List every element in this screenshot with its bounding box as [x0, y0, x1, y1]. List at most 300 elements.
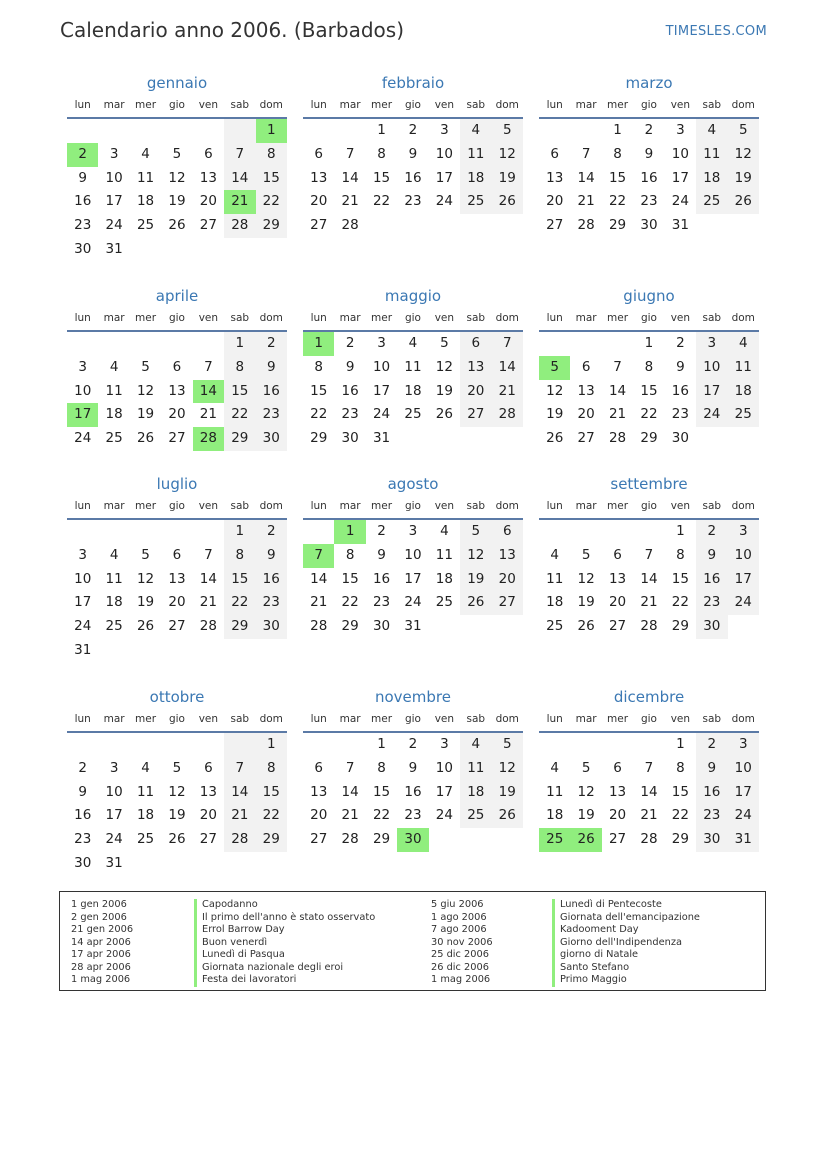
day-cell[interactable]: 15	[671, 570, 689, 587]
day-cell[interactable]: 4	[408, 335, 418, 351]
day-cell[interactable]: 2	[256, 520, 287, 544]
day-cell[interactable]: 19	[136, 594, 155, 611]
day-cell[interactable]: 26	[136, 430, 155, 447]
day-cell[interactable]: 17	[372, 382, 391, 399]
day-cell[interactable]: 10	[728, 544, 759, 568]
day-cell[interactable]: 25	[696, 190, 727, 214]
day-cell[interactable]: 1	[644, 335, 654, 351]
day-cell[interactable]: 15	[372, 783, 391, 800]
day-cell[interactable]: 28	[310, 618, 328, 635]
day-cell[interactable]: 19	[546, 406, 564, 423]
day-cell[interactable]: 11	[728, 356, 759, 380]
day-cell[interactable]: 17	[105, 193, 123, 210]
day-cell[interactable]: 23	[640, 193, 658, 210]
day-cell[interactable]: 13	[168, 570, 186, 587]
day-cell[interactable]: 27	[310, 831, 328, 848]
day-cell[interactable]: 17	[404, 570, 422, 587]
day-cell[interactable]: 9	[408, 759, 418, 776]
day-cell[interactable]: 21	[577, 193, 595, 210]
day-cell[interactable]: 21	[640, 594, 658, 611]
day-cell[interactable]: 21	[310, 594, 328, 611]
day-cell[interactable]: 5	[460, 520, 491, 544]
day-cell[interactable]: 27	[546, 217, 564, 234]
day-cell[interactable]: 5	[581, 546, 591, 563]
day-cell[interactable]: 6	[613, 759, 622, 776]
day-cell[interactable]: 16	[74, 807, 92, 824]
day-cell[interactable]: 3	[728, 520, 759, 544]
day-cell[interactable]: 15	[608, 169, 627, 186]
day-cell[interactable]: 26	[460, 591, 491, 615]
day-cell[interactable]: 23	[341, 406, 359, 423]
day-cell[interactable]: 16	[74, 193, 92, 210]
day-cell[interactable]: 23	[74, 831, 92, 848]
day-cell[interactable]: 27	[460, 403, 491, 427]
day-cell[interactable]: 10	[728, 757, 759, 781]
day-cell[interactable]: 26	[136, 618, 155, 635]
day-cell[interactable]: 16	[671, 382, 689, 399]
day-cell[interactable]: 22	[256, 804, 287, 828]
day-cell[interactable]: 6	[314, 759, 323, 776]
day-cell[interactable]: 10	[435, 759, 453, 776]
day-cell[interactable]: 12	[492, 143, 523, 167]
day-cell[interactable]: 19	[577, 594, 595, 611]
day-cell[interactable]: 31	[372, 430, 391, 447]
day-cell[interactable]: 18	[136, 193, 155, 210]
day-cell[interactable]: 14	[224, 781, 255, 805]
day-cell[interactable]: 15	[224, 380, 255, 404]
day-cell[interactable]: 28	[640, 831, 658, 848]
day-cell[interactable]: 18	[435, 570, 453, 587]
day-cell[interactable]: 24	[404, 594, 422, 611]
day-cell[interactable]: 28	[341, 831, 359, 848]
day-cell[interactable]: 23	[696, 804, 727, 828]
day-cell[interactable]: 26	[492, 804, 523, 828]
day-cell[interactable]: 3	[377, 335, 386, 351]
day-cell[interactable]: 8	[676, 546, 685, 563]
day-cell[interactable]: 13	[577, 382, 595, 399]
holiday-day-cell[interactable]: 21	[224, 190, 255, 214]
day-cell[interactable]: 4	[109, 358, 119, 375]
day-cell[interactable]: 26	[577, 618, 595, 635]
day-cell[interactable]: 22	[341, 594, 359, 611]
day-cell[interactable]: 8	[613, 145, 622, 162]
day-cell[interactable]: 27	[492, 591, 523, 615]
day-cell[interactable]: 28	[608, 430, 627, 447]
day-cell[interactable]: 7	[204, 358, 213, 375]
day-cell[interactable]: 28	[577, 217, 595, 234]
day-cell[interactable]: 28	[199, 618, 217, 635]
day-cell[interactable]: 6	[314, 145, 323, 162]
day-cell[interactable]: 8	[377, 145, 386, 162]
day-cell[interactable]: 4	[440, 523, 449, 539]
day-cell[interactable]: 27	[199, 217, 217, 234]
day-cell[interactable]: 30	[671, 430, 689, 447]
day-cell[interactable]: 8	[224, 356, 255, 380]
day-cell[interactable]: 5	[492, 119, 523, 143]
day-cell[interactable]: 17	[105, 807, 123, 824]
day-cell[interactable]: 4	[728, 332, 759, 356]
day-cell[interactable]: 1	[224, 520, 255, 544]
day-cell[interactable]: 31	[671, 217, 689, 234]
day-cell[interactable]: 17	[435, 783, 453, 800]
holiday-day-cell[interactable]: 28	[193, 427, 224, 451]
day-cell[interactable]: 4	[696, 119, 727, 143]
day-cell[interactable]: 10	[696, 356, 727, 380]
day-cell[interactable]: 29	[224, 615, 255, 639]
day-cell[interactable]: 20	[546, 193, 564, 210]
day-cell[interactable]: 27	[608, 831, 627, 848]
day-cell[interactable]: 21	[608, 406, 627, 423]
day-cell[interactable]: 3	[109, 759, 119, 776]
day-cell[interactable]: 9	[696, 544, 727, 568]
day-cell[interactable]: 20	[168, 594, 186, 611]
day-cell[interactable]: 22	[372, 807, 391, 824]
day-cell[interactable]: 11	[136, 169, 155, 186]
holiday-day-cell[interactable]: 2	[67, 143, 98, 167]
day-cell[interactable]: 31	[105, 854, 123, 871]
day-cell[interactable]: 1	[676, 523, 685, 539]
day-cell[interactable]: 10	[74, 382, 92, 399]
day-cell[interactable]: 25	[404, 406, 422, 423]
day-cell[interactable]: 23	[256, 591, 287, 615]
day-cell[interactable]: 9	[345, 358, 355, 375]
day-cell[interactable]: 22	[224, 591, 255, 615]
day-cell[interactable]: 24	[696, 403, 727, 427]
day-cell[interactable]: 13	[310, 169, 328, 186]
day-cell[interactable]: 18	[728, 380, 759, 404]
day-cell[interactable]: 13	[608, 783, 627, 800]
day-cell[interactable]: 3	[408, 523, 418, 539]
day-cell[interactable]: 2	[345, 335, 355, 351]
day-cell[interactable]: 23	[256, 403, 287, 427]
day-cell[interactable]: 2	[256, 332, 287, 356]
day-cell[interactable]: 4	[460, 733, 491, 757]
day-cell[interactable]: 12	[460, 544, 491, 568]
day-cell[interactable]: 12	[435, 358, 453, 375]
day-cell[interactable]: 12	[577, 570, 595, 587]
day-cell[interactable]: 24	[671, 193, 689, 210]
day-cell[interactable]: 8	[345, 546, 355, 563]
day-cell[interactable]: 22	[608, 193, 627, 210]
day-cell[interactable]: 3	[440, 736, 449, 752]
day-cell[interactable]: 23	[404, 807, 422, 824]
day-cell[interactable]: 18	[136, 807, 155, 824]
day-cell[interactable]: 18	[460, 781, 491, 805]
day-cell[interactable]: 19	[492, 781, 523, 805]
holiday-day-cell[interactable]: 25	[539, 828, 570, 852]
day-cell[interactable]: 30	[640, 217, 658, 234]
day-cell[interactable]: 27	[168, 430, 186, 447]
day-cell[interactable]: 18	[105, 406, 123, 423]
day-cell[interactable]: 3	[78, 546, 87, 563]
day-cell[interactable]: 31	[404, 618, 422, 635]
day-cell[interactable]: 3	[676, 122, 685, 138]
day-cell[interactable]: 7	[492, 332, 523, 356]
day-cell[interactable]: 20	[310, 193, 328, 210]
day-cell[interactable]: 13	[492, 544, 523, 568]
day-cell[interactable]: 21	[341, 193, 359, 210]
holiday-day-cell[interactable]: 5	[539, 356, 570, 380]
day-cell[interactable]: 28	[224, 214, 255, 238]
day-cell[interactable]: 9	[644, 145, 654, 162]
day-cell[interactable]: 31	[728, 828, 759, 852]
holiday-day-cell[interactable]: 1	[256, 119, 287, 143]
day-cell[interactable]: 10	[372, 358, 391, 375]
holiday-day-cell[interactable]: 14	[193, 380, 224, 404]
day-cell[interactable]: 6	[204, 145, 213, 162]
day-cell[interactable]: 16	[256, 380, 287, 404]
holiday-day-cell[interactable]: 7	[303, 544, 334, 568]
day-cell[interactable]: 26	[492, 190, 523, 214]
day-cell[interactable]: 8	[377, 759, 386, 776]
day-cell[interactable]: 23	[696, 591, 727, 615]
day-cell[interactable]: 20	[199, 193, 217, 210]
day-cell[interactable]: 9	[377, 546, 386, 563]
day-cell[interactable]: 6	[613, 546, 622, 563]
day-cell[interactable]: 18	[696, 167, 727, 191]
day-cell[interactable]: 11	[696, 143, 727, 167]
day-cell[interactable]: 25	[105, 430, 123, 447]
day-cell[interactable]: 1	[256, 733, 287, 757]
day-cell[interactable]: 21	[199, 406, 217, 423]
day-cell[interactable]: 19	[577, 807, 595, 824]
day-cell[interactable]: 12	[546, 382, 564, 399]
day-cell[interactable]: 5	[440, 335, 449, 351]
day-cell[interactable]: 15	[671, 783, 689, 800]
day-cell[interactable]: 15	[372, 169, 391, 186]
day-cell[interactable]: 15	[224, 568, 255, 592]
day-cell[interactable]: 8	[256, 757, 287, 781]
day-cell[interactable]: 28	[224, 828, 255, 852]
day-cell[interactable]: 11	[136, 783, 155, 800]
day-cell[interactable]: 5	[172, 759, 182, 776]
day-cell[interactable]: 9	[256, 544, 287, 568]
day-cell[interactable]: 13	[460, 356, 491, 380]
day-cell[interactable]: 24	[74, 430, 92, 447]
holiday-day-cell[interactable]: 17	[67, 403, 98, 427]
day-cell[interactable]: 30	[696, 615, 727, 639]
day-cell[interactable]: 14	[224, 167, 255, 191]
day-cell[interactable]: 15	[256, 167, 287, 191]
day-cell[interactable]: 16	[341, 382, 359, 399]
day-cell[interactable]: 29	[341, 618, 359, 635]
day-cell[interactable]: 6	[204, 759, 213, 776]
day-cell[interactable]: 13	[199, 783, 217, 800]
day-cell[interactable]: 21	[640, 807, 658, 824]
day-cell[interactable]: 21	[341, 807, 359, 824]
brand-link[interactable]: TIMESLES.COM	[665, 24, 767, 39]
day-cell[interactable]: 9	[78, 783, 87, 800]
day-cell[interactable]: 23	[372, 594, 391, 611]
day-cell[interactable]: 10	[435, 145, 453, 162]
day-cell[interactable]: 14	[640, 783, 658, 800]
day-cell[interactable]: 12	[136, 382, 155, 399]
day-cell[interactable]: 29	[640, 430, 658, 447]
day-cell[interactable]: 17	[435, 169, 453, 186]
day-cell[interactable]: 25	[460, 804, 491, 828]
day-cell[interactable]: 13	[608, 570, 627, 587]
day-cell[interactable]: 1	[224, 332, 255, 356]
day-cell[interactable]: 19	[168, 807, 186, 824]
day-cell[interactable]: 2	[676, 335, 685, 351]
day-cell[interactable]: 27	[577, 430, 595, 447]
day-cell[interactable]: 14	[492, 356, 523, 380]
day-cell[interactable]: 19	[136, 406, 155, 423]
holiday-day-cell[interactable]: 1	[334, 520, 365, 544]
day-cell[interactable]: 30	[341, 430, 359, 447]
day-cell[interactable]: 20	[608, 594, 627, 611]
day-cell[interactable]: 12	[136, 570, 155, 587]
day-cell[interactable]: 2	[644, 122, 654, 138]
day-cell[interactable]: 10	[105, 783, 123, 800]
day-cell[interactable]: 20	[310, 807, 328, 824]
day-cell[interactable]: 24	[435, 193, 453, 210]
day-cell[interactable]: 24	[74, 618, 92, 635]
day-cell[interactable]: 18	[460, 167, 491, 191]
day-cell[interactable]: 17	[74, 594, 92, 611]
day-cell[interactable]: 18	[546, 807, 564, 824]
day-cell[interactable]: 2	[377, 523, 386, 539]
day-cell[interactable]: 29	[671, 831, 689, 848]
day-cell[interactable]: 12	[168, 169, 186, 186]
day-cell[interactable]: 8	[256, 143, 287, 167]
day-cell[interactable]: 9	[696, 757, 727, 781]
day-cell[interactable]: 23	[404, 193, 422, 210]
day-cell[interactable]: 25	[546, 618, 564, 635]
day-cell[interactable]: 9	[676, 358, 685, 375]
day-cell[interactable]: 14	[341, 169, 359, 186]
day-cell[interactable]: 15	[256, 781, 287, 805]
day-cell[interactable]: 26	[728, 190, 759, 214]
day-cell[interactable]: 16	[404, 783, 422, 800]
day-cell[interactable]: 7	[581, 145, 591, 162]
day-cell[interactable]: 1	[377, 736, 386, 752]
day-cell[interactable]: 7	[345, 759, 355, 776]
day-cell[interactable]: 14	[341, 783, 359, 800]
day-cell[interactable]: 4	[460, 119, 491, 143]
day-cell[interactable]: 16	[696, 568, 727, 592]
day-cell[interactable]: 29	[256, 214, 287, 238]
day-cell[interactable]: 3	[78, 358, 87, 375]
day-cell[interactable]: 11	[435, 546, 453, 563]
day-cell[interactable]: 14	[310, 570, 328, 587]
day-cell[interactable]: 13	[199, 169, 217, 186]
day-cell[interactable]: 8	[314, 358, 323, 375]
day-cell[interactable]: 2	[408, 122, 418, 138]
day-cell[interactable]: 24	[728, 804, 759, 828]
day-cell[interactable]: 11	[546, 570, 564, 587]
day-cell[interactable]: 25	[136, 217, 155, 234]
day-cell[interactable]: 25	[435, 594, 453, 611]
day-cell[interactable]: 20	[577, 406, 595, 423]
day-cell[interactable]: 4	[141, 759, 150, 776]
day-cell[interactable]: 4	[550, 759, 559, 776]
day-cell[interactable]: 14	[640, 570, 658, 587]
day-cell[interactable]: 7	[224, 757, 255, 781]
day-cell[interactable]: 12	[577, 783, 595, 800]
day-cell[interactable]: 5	[141, 546, 150, 563]
day-cell[interactable]: 24	[105, 831, 123, 848]
day-cell[interactable]: 7	[345, 145, 355, 162]
day-cell[interactable]: 29	[224, 427, 255, 451]
day-cell[interactable]: 5	[141, 358, 150, 375]
day-cell[interactable]: 18	[105, 594, 123, 611]
day-cell[interactable]: 30	[74, 854, 92, 871]
day-cell[interactable]: 8	[644, 358, 654, 375]
day-cell[interactable]: 6	[581, 358, 591, 375]
day-cell[interactable]: 24	[372, 406, 391, 423]
day-cell[interactable]: 4	[550, 546, 559, 563]
day-cell[interactable]: 19	[728, 167, 759, 191]
day-cell[interactable]: 18	[404, 382, 422, 399]
day-cell[interactable]: 22	[224, 403, 255, 427]
day-cell[interactable]: 13	[546, 169, 564, 186]
day-cell[interactable]: 30	[74, 240, 92, 257]
day-cell[interactable]: 17	[696, 380, 727, 404]
day-cell[interactable]: 18	[546, 594, 564, 611]
day-cell[interactable]: 23	[74, 217, 92, 234]
day-cell[interactable]: 10	[404, 546, 422, 563]
day-cell[interactable]: 4	[109, 546, 119, 563]
day-cell[interactable]: 23	[671, 406, 689, 423]
day-cell[interactable]: 11	[546, 783, 564, 800]
day-cell[interactable]: 6	[172, 358, 182, 375]
day-cell[interactable]: 9	[256, 356, 287, 380]
day-cell[interactable]: 29	[256, 828, 287, 852]
day-cell[interactable]: 28	[640, 618, 658, 635]
day-cell[interactable]: 8	[224, 544, 255, 568]
day-cell[interactable]: 30	[372, 618, 391, 635]
day-cell[interactable]: 1	[613, 122, 622, 138]
day-cell[interactable]: 31	[105, 240, 123, 257]
day-cell[interactable]: 30	[696, 828, 727, 852]
day-cell[interactable]: 7	[644, 759, 654, 776]
day-cell[interactable]: 11	[105, 382, 123, 399]
day-cell[interactable]: 5	[728, 119, 759, 143]
day-cell[interactable]: 2	[696, 520, 727, 544]
day-cell[interactable]: 19	[460, 568, 491, 592]
day-cell[interactable]: 27	[168, 618, 186, 635]
day-cell[interactable]: 5	[172, 145, 182, 162]
day-cell[interactable]: 25	[460, 190, 491, 214]
day-cell[interactable]: 26	[168, 831, 186, 848]
day-cell[interactable]: 8	[676, 759, 685, 776]
holiday-day-cell[interactable]: 30	[397, 828, 428, 852]
day-cell[interactable]: 28	[492, 403, 523, 427]
day-cell[interactable]: 4	[141, 145, 150, 162]
day-cell[interactable]: 21	[199, 594, 217, 611]
day-cell[interactable]: 16	[404, 169, 422, 186]
day-cell[interactable]: 3	[109, 145, 119, 162]
day-cell[interactable]: 21	[224, 804, 255, 828]
day-cell[interactable]: 17	[671, 169, 689, 186]
day-cell[interactable]: 25	[136, 831, 155, 848]
day-cell[interactable]: 29	[310, 430, 328, 447]
day-cell[interactable]: 7	[613, 358, 622, 375]
day-cell[interactable]: 1	[377, 122, 386, 138]
day-cell[interactable]: 28	[341, 217, 359, 234]
day-cell[interactable]: 16	[640, 169, 658, 186]
day-cell[interactable]: 7	[644, 546, 654, 563]
day-cell[interactable]: 11	[460, 143, 491, 167]
day-cell[interactable]: 22	[640, 406, 658, 423]
day-cell[interactable]: 14	[199, 570, 217, 587]
day-cell[interactable]: 1	[676, 736, 685, 752]
day-cell[interactable]: 5	[492, 733, 523, 757]
day-cell[interactable]: 22	[372, 193, 391, 210]
day-cell[interactable]: 11	[105, 570, 123, 587]
day-cell[interactable]: 3	[696, 332, 727, 356]
